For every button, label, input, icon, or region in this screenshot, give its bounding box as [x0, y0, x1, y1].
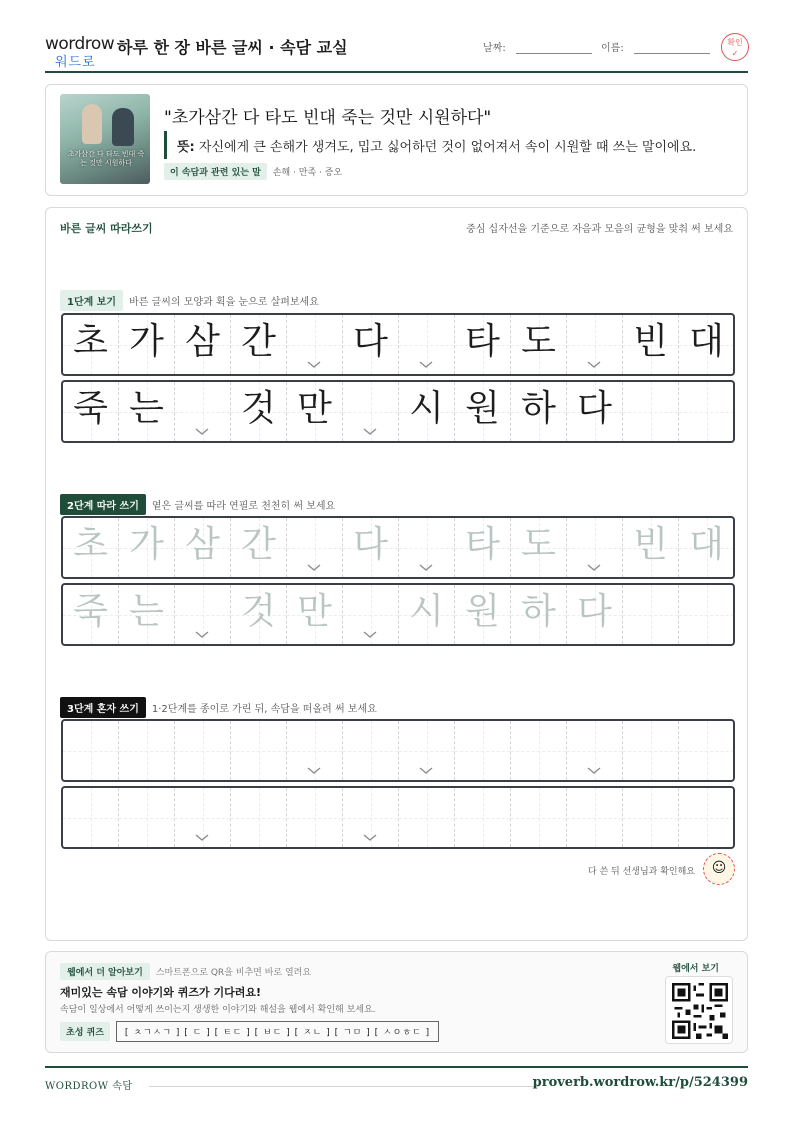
grid-cell	[63, 315, 119, 374]
grid-character: 것	[241, 388, 276, 429]
space-mark-icon	[307, 361, 321, 368]
grid-cell[interactable]	[175, 788, 231, 847]
grid-character: 대	[689, 524, 724, 565]
grid-character: 가	[129, 524, 164, 565]
space-mark-icon	[419, 564, 433, 571]
grid-cell	[511, 315, 567, 374]
grid-cell[interactable]	[623, 721, 679, 780]
grid-character: 다	[577, 591, 612, 632]
grid-cell	[119, 315, 175, 374]
grid-cell	[63, 382, 119, 441]
grid-character: 도	[521, 524, 556, 565]
practice-card	[45, 207, 748, 941]
grid-character: 죽	[73, 388, 108, 429]
grid-cell[interactable]	[231, 585, 287, 644]
grid-cell	[455, 315, 511, 374]
grid-cell	[511, 382, 567, 441]
space-mark-icon	[419, 767, 433, 774]
grid-cell[interactable]	[231, 518, 287, 577]
grid-cell[interactable]	[455, 518, 511, 577]
space-mark-icon	[195, 428, 209, 435]
grid-character: 는	[129, 591, 164, 632]
space-mark-icon	[307, 564, 321, 571]
step3-row1[interactable]	[61, 719, 735, 782]
grid-cell[interactable]	[175, 518, 231, 577]
grid-character: 시	[409, 388, 444, 429]
grid-cell[interactable]	[287, 518, 343, 577]
grid-cell	[343, 382, 399, 441]
grid-character: 도	[521, 321, 556, 362]
grid-cell[interactable]	[679, 518, 735, 577]
learn-more-tag: 웹에서 더 알아보기 스마트폰으로 QR을 비추면 바로 열려요	[60, 963, 311, 980]
grid-character: 원	[465, 591, 500, 632]
grid-cell[interactable]	[623, 788, 679, 847]
grid-character: 만	[297, 388, 332, 429]
grid-cell[interactable]	[567, 518, 623, 577]
step1-label: 1단계 보기 바른 글씨의 모양과 획을 눈으로 살펴보세요	[60, 290, 319, 311]
step3-row2[interactable]	[61, 786, 735, 849]
grid-cell	[567, 382, 623, 441]
qr-code-icon[interactable]	[665, 976, 733, 1044]
proverb-illustration: 초가삼간 다 타도 빈대 죽는 것만 시원하다	[60, 94, 150, 184]
grid-character: 다	[353, 524, 388, 565]
grid-character: 타	[465, 524, 500, 565]
grid-character: 빈	[633, 524, 668, 565]
grid-cell[interactable]	[399, 518, 455, 577]
grid-cell[interactable]	[119, 518, 175, 577]
grid-character: 초	[73, 524, 108, 565]
grid-cell	[175, 382, 231, 441]
grid-cell[interactable]	[679, 788, 735, 847]
space-mark-icon	[587, 564, 601, 571]
grid-cell[interactable]	[567, 585, 623, 644]
grid-cell	[623, 382, 679, 441]
quiz-answer-box: [ ㅊㄱㅅㄱ ] [ ㄷ ] [ ㅌㄷ ] [ ㅂㄷ ] [ ㅈㄴ ] [ ㄱㅁ ] [ ㅅㅇㅎㄷ ]	[116, 1021, 439, 1042]
qr-label: 웹에서 보기	[672, 964, 719, 974]
grid-character: 타	[465, 321, 500, 362]
grid-cell[interactable]	[511, 518, 567, 577]
space-mark-icon	[363, 834, 377, 841]
grid-cell	[679, 315, 735, 374]
grid-cell[interactable]	[63, 788, 119, 847]
grid-cell[interactable]	[231, 721, 287, 780]
date-field[interactable]: 날짜:	[483, 39, 592, 54]
chosung-quiz: 초성 퀴즈 [ ㅊㄱㅅㄱ ] [ ㄷ ] [ ㅌㄷ ] [ ㅂㄷ ] [ ㅈㄴ ] [ ㄱㅁ ] [ ㅅㅇㅎㄷ ]	[60, 1021, 439, 1042]
grid-character: 만	[297, 591, 332, 632]
grid-cell[interactable]	[175, 585, 231, 644]
grid-character: 다	[353, 321, 388, 362]
space-mark-icon	[195, 834, 209, 841]
grid-cell[interactable]	[511, 585, 567, 644]
grid-cell[interactable]	[119, 788, 175, 847]
grid-cell	[287, 315, 343, 374]
grid-cell[interactable]	[455, 788, 511, 847]
grid-cell[interactable]	[63, 721, 119, 780]
footer-brand: WORDROW 속담	[45, 1081, 133, 1092]
grid-cell[interactable]	[399, 788, 455, 847]
wordrow-logo-sub: 워드로	[55, 55, 96, 70]
grid-character: 하	[521, 591, 556, 632]
grid-cell[interactable]	[455, 585, 511, 644]
grid-character: 하	[521, 388, 556, 429]
grid-cell	[679, 382, 735, 441]
grid-cell[interactable]	[679, 721, 735, 780]
teacher-confirm-text: 다 쓴 뒤 선생님과 확인해요	[587, 867, 695, 877]
grid-cell[interactable]	[119, 721, 175, 780]
grid-cell	[623, 315, 679, 374]
grid-character: 원	[465, 388, 500, 429]
grid-cell[interactable]	[679, 585, 735, 644]
grid-character: 간	[241, 321, 276, 362]
step2-row1[interactable]	[61, 516, 735, 579]
grid-character: 는	[129, 388, 164, 429]
page-title: 하루 한 장 바른 글씨 · 속담 교실	[117, 38, 348, 57]
grid-cell[interactable]	[343, 788, 399, 847]
grid-cell[interactable]	[119, 585, 175, 644]
grid-cell[interactable]	[399, 585, 455, 644]
grid-cell	[343, 315, 399, 374]
step1-row1	[61, 313, 735, 376]
grid-cell	[231, 315, 287, 374]
grid-cell[interactable]	[623, 518, 679, 577]
grid-character: 죽	[73, 591, 108, 632]
check-stamp-icon: 확인 ✓	[721, 33, 749, 61]
grid-character: 삼	[185, 321, 220, 362]
grid-cell[interactable]	[511, 721, 567, 780]
grid-character: 초	[73, 321, 108, 362]
space-mark-icon	[363, 631, 377, 638]
grid-cell[interactable]	[511, 788, 567, 847]
space-mark-icon	[419, 361, 433, 368]
grid-cell[interactable]	[175, 721, 231, 780]
grid-character: 삼	[185, 524, 220, 565]
grid-character: 시	[409, 591, 444, 632]
page-footer	[45, 1066, 748, 1092]
grid-cell[interactable]	[63, 518, 119, 577]
practice-hint: 중심 십자선을 기준으로 자음과 모음의 균형을 맞춰 써 보세요	[466, 224, 733, 235]
grid-character: 대	[689, 321, 724, 362]
grid-cell[interactable]	[623, 585, 679, 644]
step1-row2	[61, 380, 735, 443]
grid-cell[interactable]	[343, 518, 399, 577]
space-mark-icon	[363, 428, 377, 435]
proverb-title: "초가삼간 다 타도 빈대 죽는 것만 시원하다"	[164, 108, 492, 128]
wordrow-logo: wordrow	[45, 34, 115, 54]
related-words: 이 속담과 관련 있는 말 손해 · 만족 · 증오	[164, 163, 342, 180]
grid-character: 가	[129, 321, 164, 362]
proverb-meaning: 뜻: 자신에게 큰 손해가 생겨도, 밉고 싫어하던 것이 없어져서 속이 시원할 때 쓰는 말이에요.	[164, 131, 696, 159]
grid-character: 것	[241, 591, 276, 632]
grid-cell[interactable]	[287, 721, 343, 780]
grid-cell[interactable]	[343, 721, 399, 780]
grid-cell[interactable]	[287, 788, 343, 847]
proverb-card	[45, 84, 748, 196]
grid-cell[interactable]	[231, 788, 287, 847]
page-header	[45, 28, 748, 73]
practice-title: 바른 글씨 따라쓰기	[60, 222, 153, 235]
grid-cell	[119, 382, 175, 441]
grid-cell[interactable]	[287, 585, 343, 644]
grid-cell[interactable]	[567, 788, 623, 847]
grid-cell	[399, 315, 455, 374]
grid-cell	[567, 315, 623, 374]
space-mark-icon	[587, 361, 601, 368]
grid-cell[interactable]	[455, 721, 511, 780]
learn-more-card	[45, 951, 748, 1053]
grid-cell	[399, 382, 455, 441]
grid-cell[interactable]	[399, 721, 455, 780]
step2-row2[interactable]	[61, 583, 735, 646]
space-mark-icon	[587, 767, 601, 774]
teacher-stamp-icon: ☺	[703, 853, 735, 885]
grid-cell[interactable]	[63, 585, 119, 644]
space-mark-icon	[307, 767, 321, 774]
grid-cell[interactable]	[343, 585, 399, 644]
grid-cell	[287, 382, 343, 441]
grid-character: 다	[577, 388, 612, 429]
grid-character: 간	[241, 524, 276, 565]
learn-more-description: 속담이 일상에서 어떻게 쓰이는지 생생한 이야기와 해설을 웹에서 확인해 보세요.	[60, 1005, 376, 1015]
learn-more-headline: 재미있는 속담 이야기와 퀴즈가 기다려요!	[60, 986, 261, 999]
footer-url[interactable]: proverb.wordrow.kr/p/524399	[532, 1075, 748, 1090]
step2-label: 2단계 따라 쓰기 옅은 글씨를 따라 연필로 천천히 써 보세요	[60, 494, 335, 515]
grid-character: 빈	[633, 321, 668, 362]
grid-cell	[455, 382, 511, 441]
name-field[interactable]: 이름:	[601, 39, 710, 54]
grid-cell	[175, 315, 231, 374]
grid-cell	[231, 382, 287, 441]
grid-cell[interactable]	[567, 721, 623, 780]
space-mark-icon	[195, 631, 209, 638]
step3-label: 3단계 혼자 쓰기 1·2단계를 종이로 가린 뒤, 속담을 떠올려 써 보세요	[60, 697, 377, 718]
